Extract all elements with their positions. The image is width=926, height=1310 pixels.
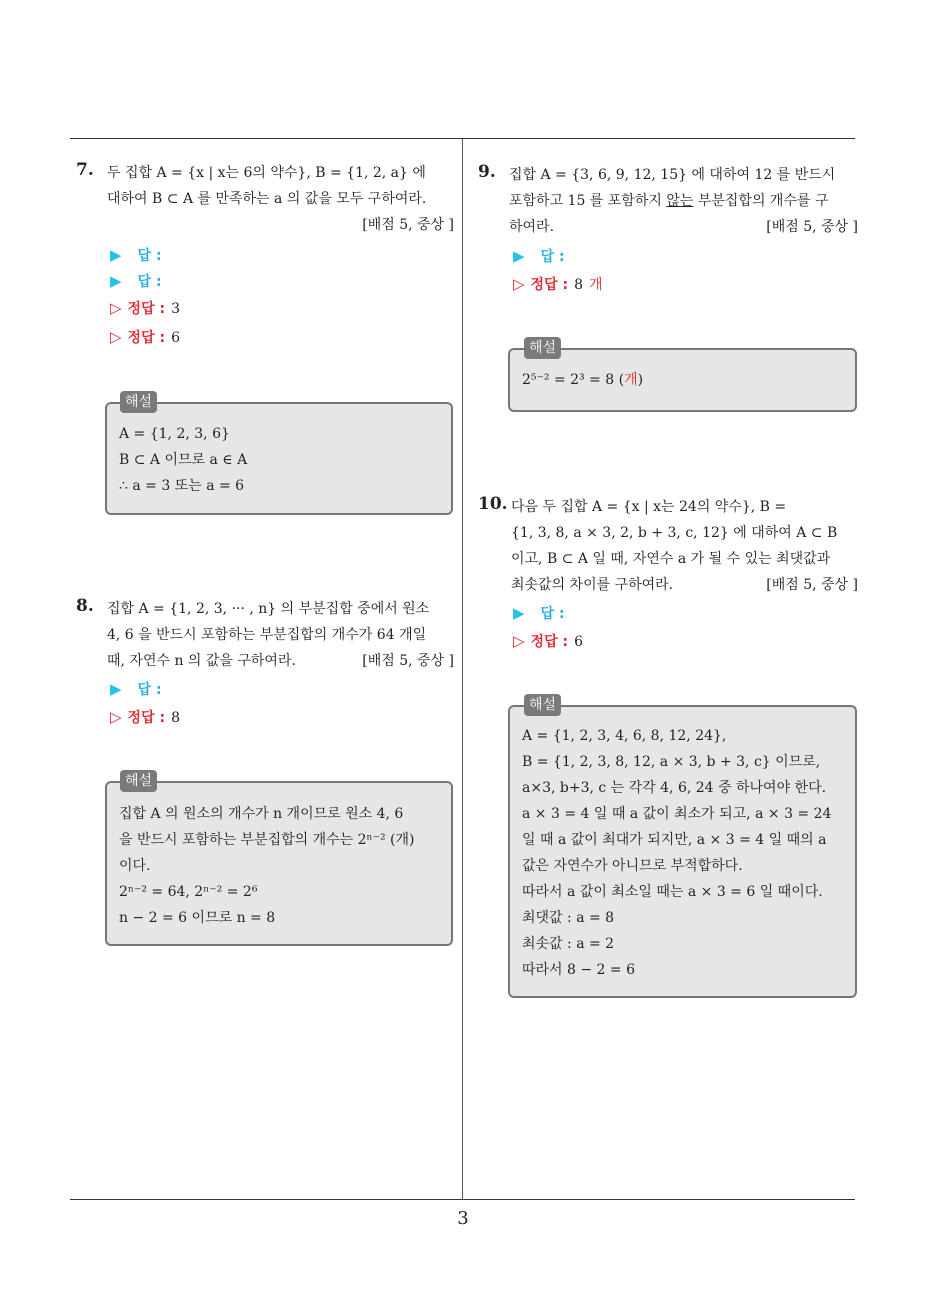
correct-unit: 개 (589, 277, 603, 293)
correct-answer-row (513, 274, 603, 294)
filled-triangle-icon: ▶ (513, 604, 525, 622)
explanation-line: a × 3 = 4 일 때 a 값이 최소가 되고, a × 3 = 24 (522, 806, 832, 822)
explanation-box (105, 781, 453, 946)
correct-value: 8 (171, 710, 180, 726)
explanation-tag: 해설 (524, 337, 561, 359)
explanation-line: a×3, b+3, c 는 각각 4, 6, 24 중 하나여야 한다. (522, 780, 827, 796)
explanation-line: 따라서 a 값이 최소일 때는 a × 3 = 6 일 때이다. (522, 884, 823, 900)
problem-number: 9. (478, 162, 496, 182)
explanation-box (508, 705, 857, 998)
problem-7 (76, 160, 454, 238)
score-label: [배점 5, 중상 ] (766, 577, 858, 593)
problem-line: 집합 A = {3, 6, 9, 12, 15} 에 대하여 12 를 반드시 (509, 167, 836, 183)
correct-value: 8 (574, 277, 583, 293)
problem-number: 8. (76, 596, 94, 616)
correct-label: 정답 : (127, 710, 166, 726)
explanation-box (508, 348, 857, 412)
answer-row[interactable] (110, 245, 162, 265)
problem-line: 대하여 B ⊂ A 를 만족하는 a 의 값을 모두 구하여라. (107, 191, 427, 207)
correct-label: 정답 : (127, 301, 166, 317)
correct-label: 정답 : (530, 634, 569, 650)
underlined-word: 않는 (666, 193, 694, 209)
explanation-line: A = {1, 2, 3, 4, 6, 8, 12, 24}, (522, 728, 727, 744)
explanation-line: 을 반드시 포함하는 부분집합의 개수는 2ⁿ⁻² (개) (119, 832, 415, 848)
score-label: [배점 5, 중상 ] (766, 219, 858, 235)
answer-row[interactable] (110, 679, 162, 699)
filled-triangle-icon: ▶ (110, 680, 122, 698)
explanation-line: 일 때 a 값이 최대가 되지만, a × 3 = 4 일 때의 a (522, 832, 827, 848)
correct-answer-row (110, 707, 180, 727)
explanation-line: 집합 A 의 원소의 개수가 n 개이므로 원소 4, 6 (119, 806, 404, 822)
answer-row[interactable] (513, 603, 565, 623)
problem-text (511, 494, 858, 598)
explanation-unit: 개 (624, 372, 638, 388)
explanation-line: 2ⁿ⁻² = 64, 2ⁿ⁻² = 2⁶ (119, 884, 258, 900)
problem-line: 때, 자연수 n 의 값을 구하여라. (107, 653, 296, 669)
explanation-line: 따라서 8 − 2 = 6 (522, 962, 636, 978)
outline-triangle-icon: ▷ (513, 632, 525, 650)
problem-line: {1, 3, 8, a × 3, 2, b + 3, c, 12} 에 대하여 A ⊂ B (511, 525, 838, 541)
column-divider (462, 139, 463, 1199)
correct-value: 6 (171, 330, 180, 346)
answer-row[interactable] (110, 271, 162, 291)
correct-label: 정답 : (127, 330, 166, 346)
explanation-line: ∴ a = 3 또는 a = 6 (119, 478, 245, 494)
explanation-tag: 해설 (120, 391, 157, 413)
problem-line: 포함하고 15 를 포함하지 않는 부분집합의 개수를 구 (509, 193, 829, 209)
problem-text (509, 162, 858, 240)
explanation-line: 최댓값 : a = 8 (522, 910, 615, 926)
answer-label: 답 : (540, 606, 565, 622)
answer-row[interactable] (513, 246, 565, 266)
answer-label: 답 : (540, 249, 565, 265)
filled-triangle-icon: ▶ (110, 272, 122, 290)
footer-rule (70, 1199, 855, 1200)
problem-8 (76, 596, 454, 674)
problem-line: 두 집합 A = {x | x는 6의 약수}, B = {1, 2, a} 에 (107, 165, 426, 181)
filled-triangle-icon: ▶ (110, 246, 122, 264)
outline-triangle-icon: ▷ (513, 275, 525, 293)
correct-value: 6 (574, 634, 583, 650)
outline-triangle-icon: ▷ (110, 708, 122, 726)
correct-answer-row (110, 327, 180, 347)
explanation-line: 이다. (119, 858, 151, 874)
correct-answer-row (110, 298, 180, 318)
answer-label: 답 : (137, 682, 162, 698)
problem-line: 4, 6 을 반드시 포함하는 부분집합의 개수가 64 개일 (107, 627, 427, 643)
problem-number: 10. (478, 494, 508, 514)
outline-triangle-icon: ▷ (110, 299, 122, 317)
page-number: 3 (457, 1208, 469, 1229)
outline-triangle-icon: ▷ (110, 328, 122, 346)
explanation-line: A = {1, 2, 3, 6} (119, 426, 230, 442)
explanation-line: 2⁵⁻² = 2³ = 8 (개) (522, 372, 644, 388)
problem-9 (478, 162, 858, 240)
problem-line: 이고, B ⊂ A 일 때, 자연수 a 가 될 수 있는 최댓값과 (511, 551, 831, 567)
explanation-line: B = {1, 2, 3, 8, 12, a × 3, b + 3, c} 이므로, (522, 754, 821, 770)
problem-10 (478, 494, 858, 598)
filled-triangle-icon: ▶ (513, 247, 525, 265)
score-label: [배점 5, 중상 ] (362, 653, 454, 669)
problem-text (107, 160, 454, 238)
correct-label: 정답 : (530, 277, 569, 293)
correct-value: 3 (171, 301, 180, 317)
explanation-tag: 해설 (524, 694, 561, 716)
problem-text (107, 596, 454, 674)
problem-line: 다음 두 집합 A = {x | x는 24의 약수}, B = (511, 499, 787, 515)
explanation-tag: 해설 (120, 770, 157, 792)
problem-line: 하여라. (509, 219, 555, 235)
explanation-line: 최솟값 : a = 2 (522, 936, 615, 952)
score-label: [배점 5, 중상 ] (362, 217, 454, 233)
explanation-box (105, 402, 453, 515)
correct-answer-row (513, 631, 583, 651)
problem-line: 최솟값의 차이를 구하여라. (511, 577, 674, 593)
answer-label: 답 : (137, 248, 162, 264)
problem-number: 7. (76, 160, 94, 180)
explanation-line: n − 2 = 6 이므로 n = 8 (119, 910, 276, 926)
explanation-line: 값은 자연수가 아니므로 부적합하다. (522, 858, 743, 874)
answer-label: 답 : (137, 274, 162, 290)
explanation-line: B ⊂ A 이므로 a ∈ A (119, 452, 248, 468)
problem-line: 집합 A = {1, 2, 3, ··· , n} 의 부분집합 중에서 원소 (107, 601, 430, 617)
